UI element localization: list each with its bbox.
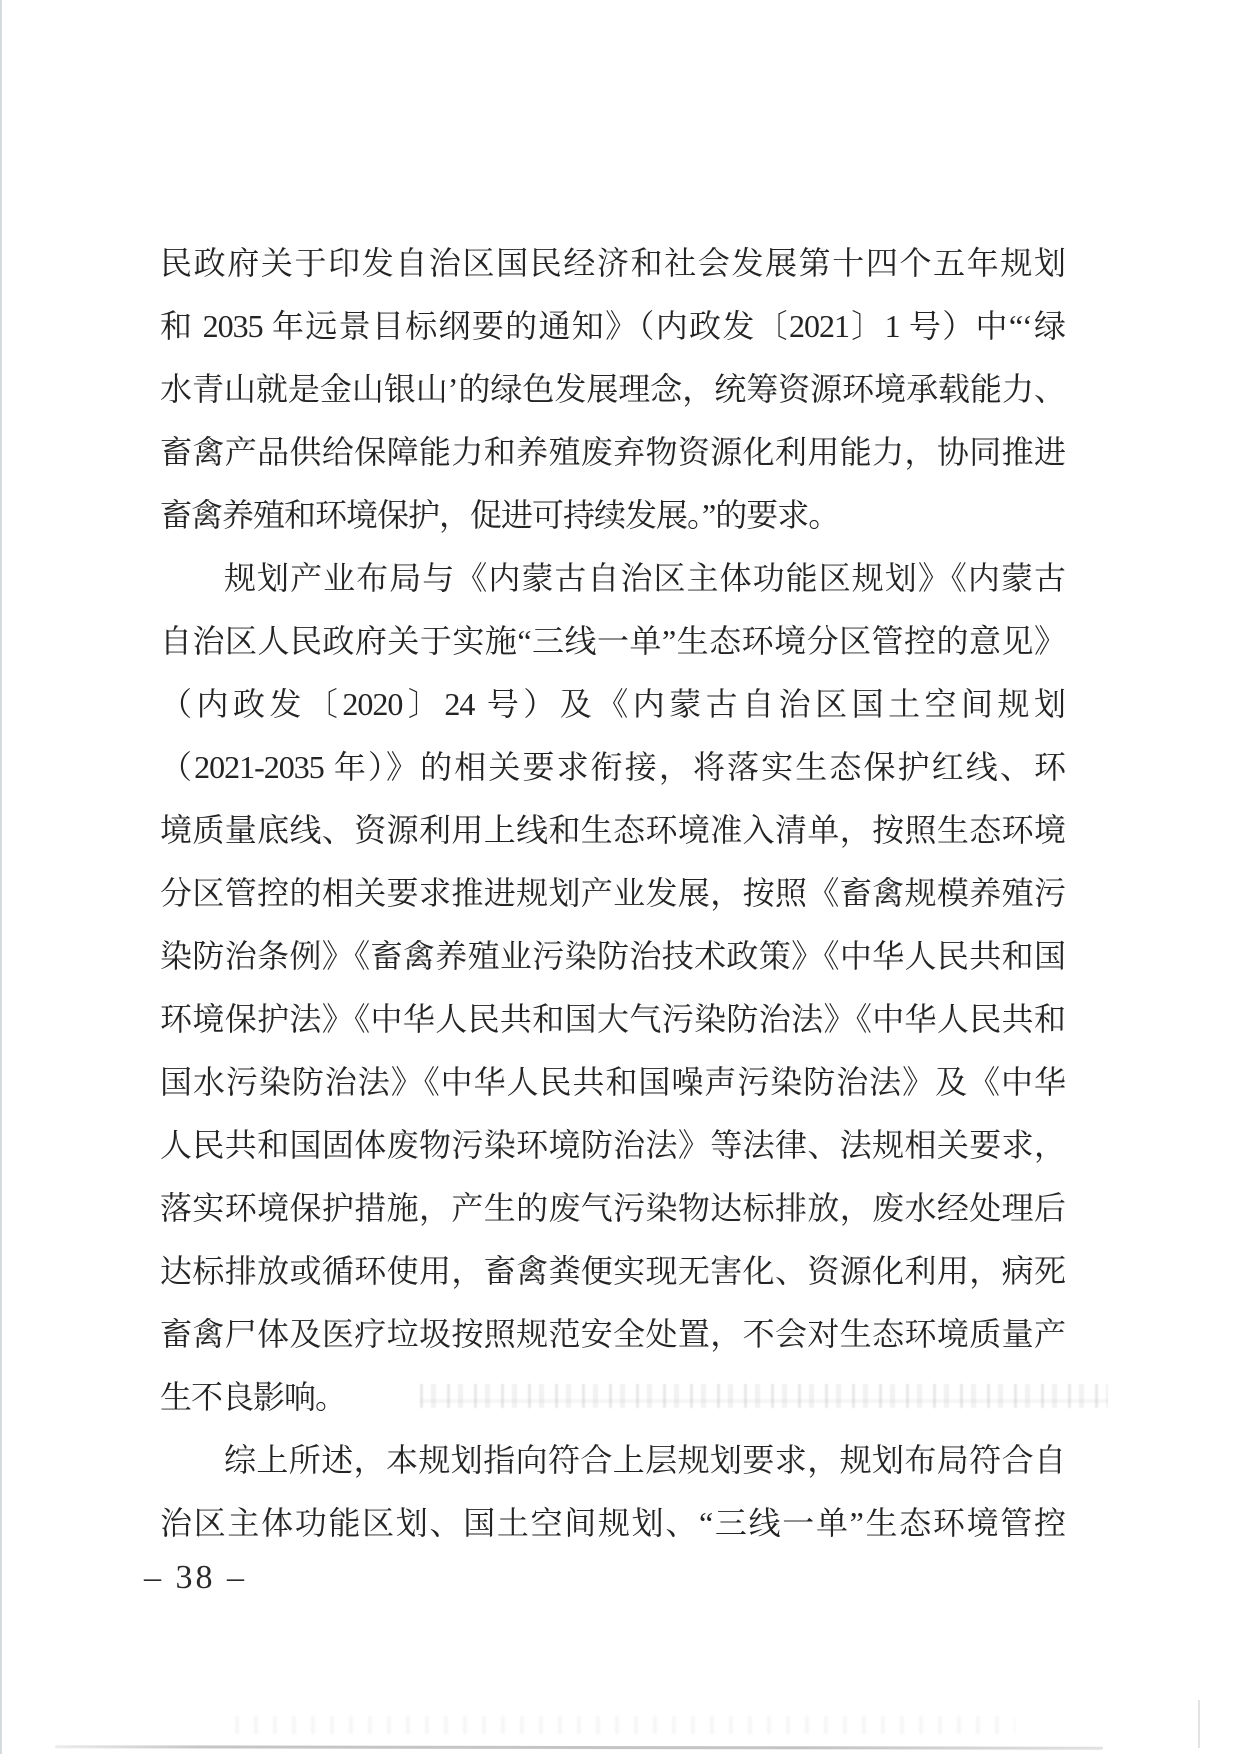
page-number: – 38 – — [144, 1559, 247, 1596]
text-line: 综上所述，本规划指向符合上层规划要求，规划布局符合自 — [224, 1442, 1065, 1478]
text-line: 畜禽养殖和环境保护，促进可持续发展。”的要求。 — [160, 497, 840, 533]
text-line: 境质量底线、资源利用上线和生态环境准入清单，按照生态环境 — [160, 812, 1065, 848]
text-line: 分区管控的相关要求推进规划产业发展，按照《畜禽规模养殖污 — [160, 875, 1065, 911]
ink-bleedthrough-artifact-lower — [235, 1716, 1015, 1734]
text-line: （2021-2035 年）》的相关要求衔接，将落实生态保护红线、环 — [160, 749, 1065, 785]
text-line: 规划产业布局与《内蒙古自治区主体功能区规划》《内蒙古 — [224, 560, 1065, 596]
text-line: 和 2035 年远景目标纲要的通知》（内政发〔2021〕1 号）中“‘绿 — [160, 308, 1065, 344]
text-line: 落实环境保护措施，产生的废气污染物达标排放，废水经处理后 — [160, 1190, 1065, 1226]
scan-edge-artifact-left — [0, 0, 2, 1754]
text-line: 畜禽产品供给保障能力和养殖废弃物资源化利用能力，协同推进 — [160, 434, 1065, 470]
text-line: 染防治条例》《畜禽养殖业污染防治技术政策》《中华人民共和国 — [160, 938, 1065, 974]
ink-bleedthrough-artifact — [420, 1384, 1108, 1408]
text-line: 民政府关于印发自治区国民经济和社会发展第十四个五年规划 — [160, 245, 1065, 281]
text-line: 人民共和国固体废物污染环境防治法》等法律、法规相关要求， — [160, 1127, 1065, 1163]
text-line: 国水污染防治法》《中华人民共和国噪声污染防治法》及《中华 — [160, 1064, 1065, 1100]
text-line: 生不良影响。 — [160, 1379, 347, 1415]
scan-tick-artifact-right — [1198, 1700, 1200, 1748]
document-body — [160, 232, 1065, 1555]
text-line: 水青山就是金山银山’的绿色发展理念，统筹资源环境承载能力、 — [160, 371, 1065, 407]
text-line: 达标排放或循环使用，畜禽粪便实现无害化、资源化利用，病死 — [160, 1253, 1065, 1289]
text-line: 畜禽尸体及医疗垃圾按照规范安全处置，不会对生态环境质量产 — [160, 1316, 1065, 1352]
text-line: 治区主体功能区划、国土空间规划、“三线一单”生态环境管控 — [160, 1505, 1065, 1541]
text-line: 自治区人民政府关于实施“三线一单”生态环境分区管控的意见》 — [160, 623, 1065, 659]
text-line: （内政发〔2020〕24 号）及《内蒙古自治区国土空间规划 — [160, 686, 1065, 722]
text-line: 环境保护法》《中华人民共和国大气污染防治法》《中华人民共和 — [160, 1001, 1065, 1037]
scan-smudge-artifact-bottom — [55, 1745, 1103, 1749]
